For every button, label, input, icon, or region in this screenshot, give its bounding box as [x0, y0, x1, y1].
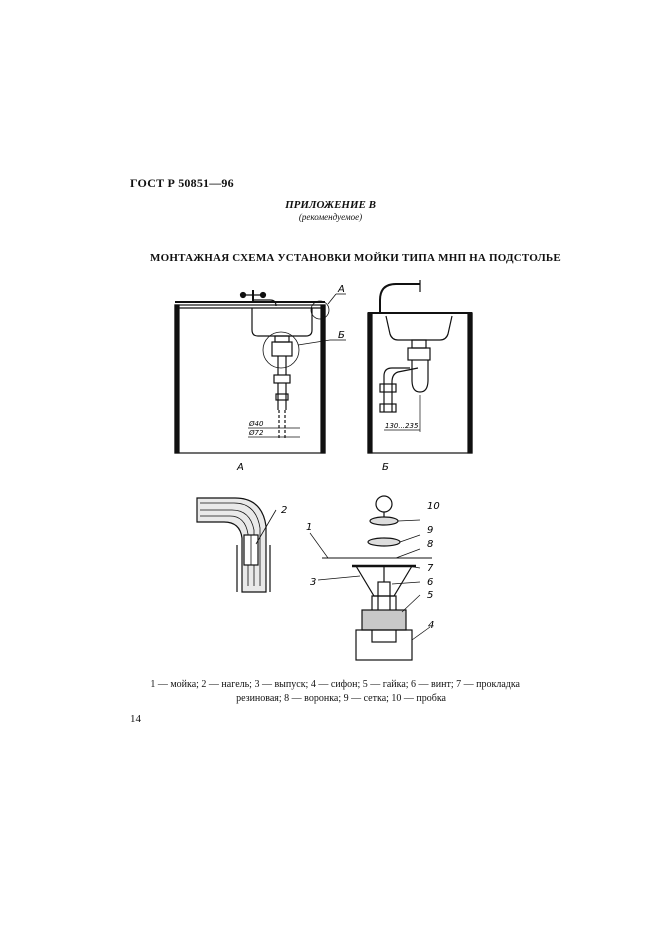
appendix-subtitle: (рекомендуемое): [298, 212, 363, 222]
dim-range: 130...235: [385, 422, 419, 430]
view-b-cabinet: [368, 280, 472, 453]
callout-a-label: А: [338, 284, 345, 295]
appendix-title: ПРИЛОЖЕНИЕ В: [285, 199, 376, 211]
view-b-label: Б: [382, 462, 389, 473]
dim-d72: Ø72: [249, 429, 264, 437]
part-8-label: 8: [427, 539, 434, 550]
standard-header: ГОСТ Р 50851—96: [130, 176, 234, 190]
figure-title: МОНТАЖНАЯ СХЕМА УСТАНОВКИ МОЙКИ ТИПА МНП НА ПОДСТОЛЬЕ: [150, 252, 561, 264]
part-1-label: 1: [306, 522, 313, 533]
dim-d40: Ø40: [249, 420, 264, 428]
part-3-label: 3: [310, 577, 317, 588]
part-5-label: 5: [427, 590, 434, 601]
part-10-label: 10: [427, 501, 440, 512]
figure-caption: [130, 678, 520, 706]
part-6-label: 6: [427, 577, 434, 588]
part-4-label: 4: [428, 620, 435, 631]
detail-a-corner: [197, 498, 276, 592]
caption-line-1: 1 — мойка; 2 — нагель; 3 — выпуск; 4 — сифон; 5 — гайка; 6 — винт; 7 — прокладка: [150, 679, 520, 690]
callout-b-label: Б: [338, 330, 345, 341]
caption-line-2: резиновая; 8 — воронка; 9 — сетка; 10 — пробка: [236, 693, 446, 704]
part-9-label: 9: [427, 525, 434, 536]
page-number: 14: [130, 713, 141, 725]
view-a-label: А: [237, 462, 244, 473]
part-2-label: 2: [281, 505, 288, 516]
part-7-label: 7: [427, 563, 434, 574]
